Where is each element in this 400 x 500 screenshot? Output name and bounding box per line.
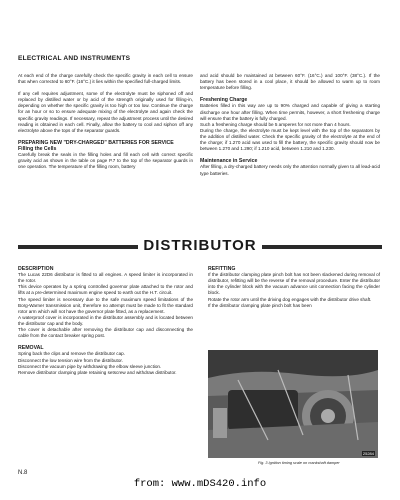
removal-heading: REMOVAL — [18, 345, 44, 352]
bottom-left-column — [18, 266, 193, 382]
paragraph: Carefully break the seals in the filling holes and fill each cell with correct specific gravity acid as shown in the table on page P.7 to the top of the separator guards in one operation. The temperature of the filling room, battery — [18, 152, 193, 170]
paragraph: Rotate the rotor arm until the driving dog engages with the distributor drive shaft. — [208, 296, 372, 302]
paragraph: This device operates by a spring controlled governor plate attached to the rotor and lifts at a pre-determined maximum engine speed to earth out the H.T. circuit. — [18, 284, 193, 296]
paragraph: Remove distributor clamping plate retaining setscrew and withdraw distributor. — [18, 369, 177, 375]
paragraph: If any cell requires adjustment, some of the electrolyte must be siphoned off and replaced by distilled water or by acid of the strength originally used for filling-in, depending on whether the specific gravity is too high or too low. Continue the charge for an hour or so to ensure adequate mixing of the electrolyte and again check the specific gravity readings. If necessary, repeat the adjustment process until the desired reading is obtained in each cell. Finally, allow the battery to cool and siphon off any electrolyte above the tops of the separator guards. — [18, 91, 193, 133]
paragraph: If the distributor clamping plate pinch bolt has not been slackened during removal of distributor, refitting will be the reverse of the removal procedure. Enter the distributor into the cylinder block with the vacuum advance unit connection facing the cylinder block. — [208, 272, 380, 296]
description-heading: DESCRIPTION — [18, 266, 54, 272]
figure-caption: Fig. 3 Ignition timing scale on crankshaft damper — [258, 461, 340, 465]
paragraph: After filling, a dry-charged battery needs only the attention normally given to all lead-acid type batteries. — [200, 164, 380, 176]
paragraph: If the distributor clamping plate pinch bolt has been — [208, 302, 312, 308]
maintenance-heading: Maintenance in Service — [200, 158, 258, 165]
divider-right — [262, 245, 382, 249]
paragraph: The speed limiter is necessary due to the safe maximum speed limitations of the Borg-Warner transmission unit, therefore no attempt must be made to fit the standard rotor arm which will not have the governor plate fitted, as a replacement. — [18, 296, 193, 314]
paragraph: Spring back the clips and remove the distributor cap. — [18, 351, 125, 357]
filling-heading: Filling the Cells — [18, 146, 57, 153]
paragraph: Disconnect the low tension wire from the distributor. — [18, 357, 123, 363]
top-right-column — [200, 73, 380, 183]
paragraph: Batteries filled in this way are up to 90% charged and capable of giving a starting discharge one hour after filling. When time permits, however, a short freshening charge will ensure that the battery is fully charged. — [200, 103, 380, 121]
paragraph: Disconnect the vacuum pipe by withdrawing the elbow sleeve junction. — [18, 363, 162, 369]
freshening-heading: Freshening Charge — [200, 97, 248, 104]
refitting-heading: REFITTING — [208, 266, 236, 272]
figure-code: 25284 — [362, 451, 374, 456]
engine-photo — [208, 350, 378, 458]
engine-photo-image — [208, 350, 378, 458]
source-watermark: from: www.mDS420.info — [133, 478, 267, 490]
paragraph: The cover is detachable after removing the distributor cap and disconnecting the cable from the contact breaker spring post. — [18, 327, 193, 339]
paragraph: Such a freshening charge should be 5 amperes for not more than 4 hours. — [200, 121, 351, 127]
section-title-electrical: ELECTRICAL AND INSTRUMENTS — [18, 55, 131, 62]
paragraph: During the charge, the electrolyte must be kept level with the top of the separators by the addition of distilled water. Check the specific gravity of the electrolyte at the end of the charge; if 1.270 acid was used to fill the battery, the specific gravity should now be between 1.270 and 1.290; if 1.210 acid, between 1.210 and 1.230. — [200, 127, 380, 152]
paragraph: At each end of the charge carefully check the specific gravity in each cell to ensure that when corrected to 60°F. (16°C.) it lies within the specified full-charged limits. — [18, 73, 193, 85]
page-number: N.8 — [18, 470, 28, 476]
section-title-distributor: DISTRIBUTOR — [143, 237, 257, 254]
paragraph: and acid should be maintained at between 60°F. (16°C.) and 100°F. (38°C.). If the battery has been stored in a cool place, it should be allowed to warm up to room temperature before filling. — [200, 73, 380, 91]
bottom-right-column — [208, 266, 380, 315]
paragraph: A waterproof cover is incorporated in the distributor assembly and is located between the distributor cap and the body. — [18, 314, 193, 326]
paragraph: The Lucas 22D6 distributor is fitted to all engines. A speed limiter is incorporated in the rotor. — [18, 272, 193, 284]
top-left-column — [18, 73, 193, 177]
dry-charged-heading: PREPARING NEW "DRY-CHARGED" BATTERIES FOR SERVICE — [18, 139, 174, 146]
